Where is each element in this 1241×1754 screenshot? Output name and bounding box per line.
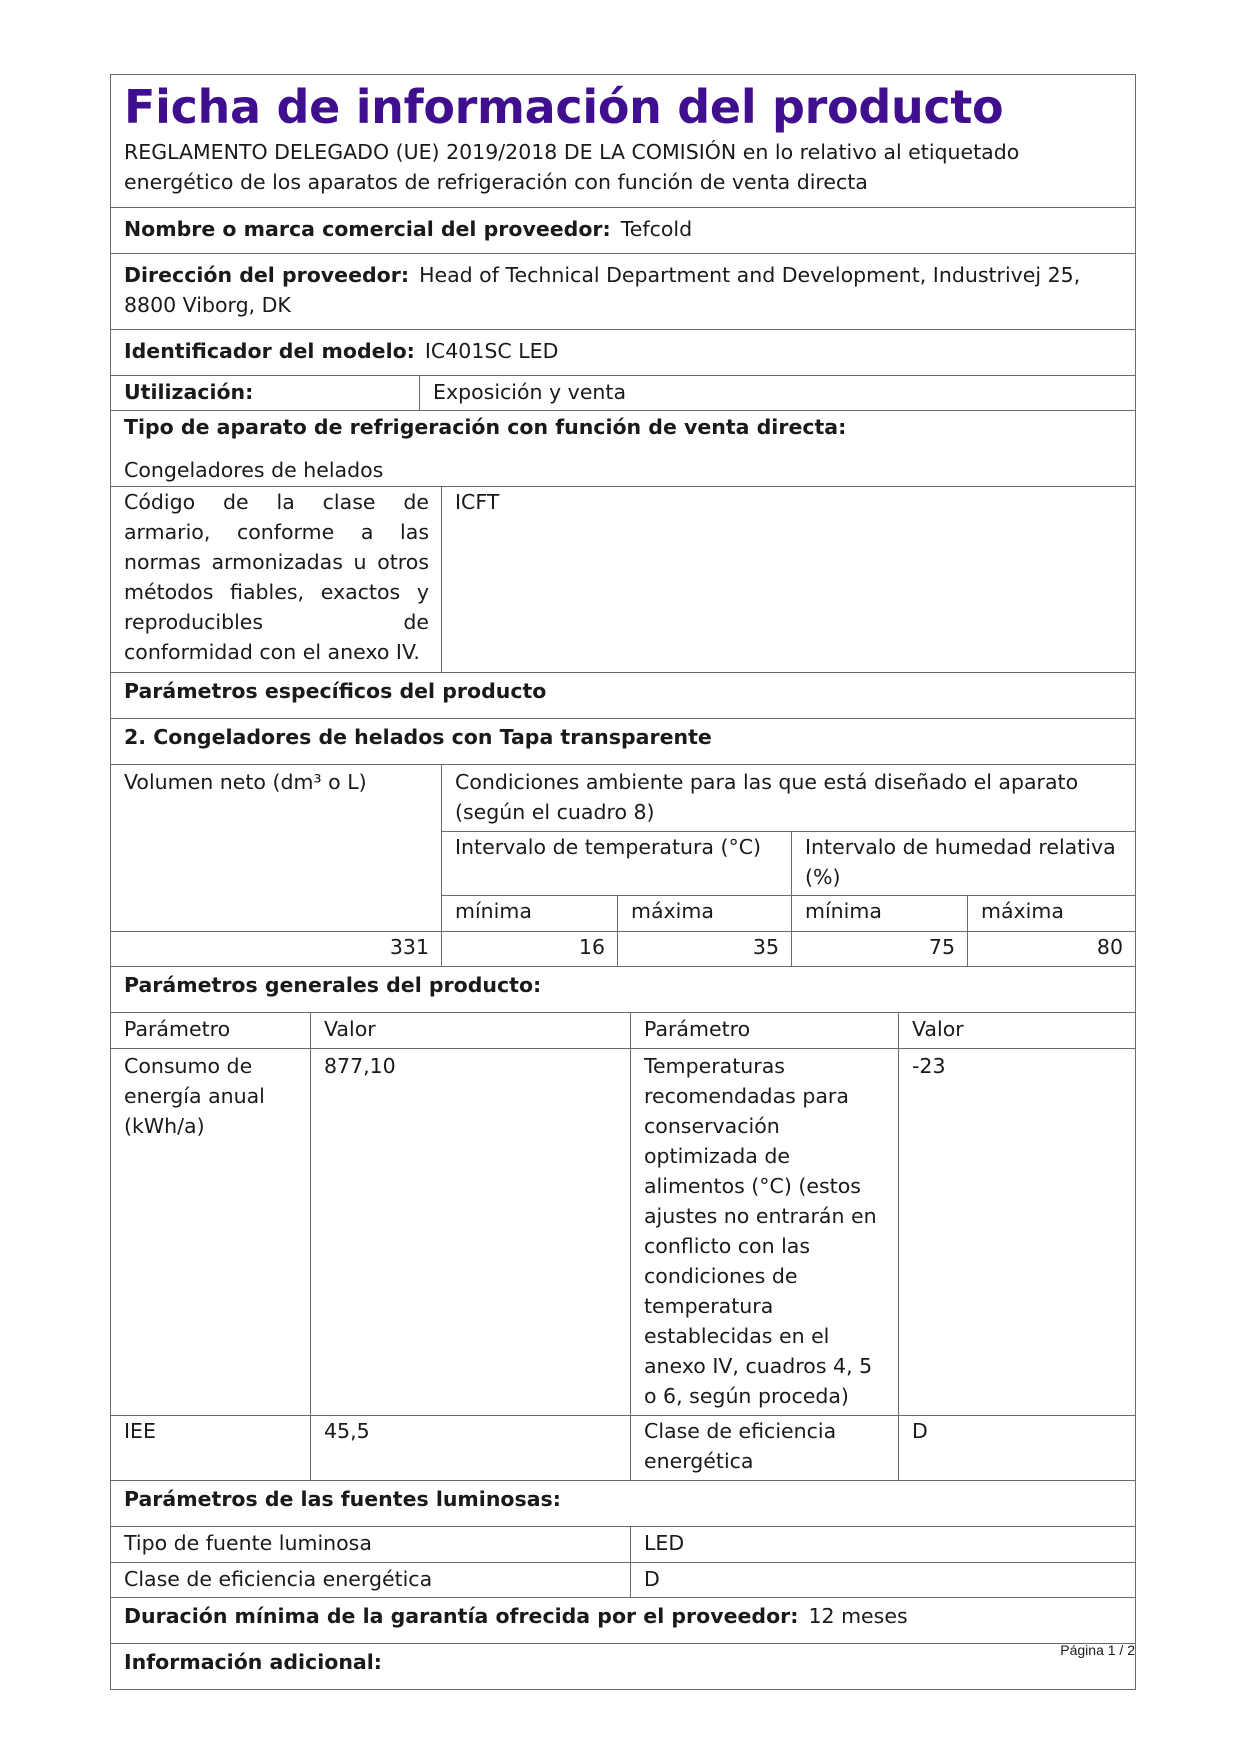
temp-max-label: máxima xyxy=(617,895,791,931)
warranty-label: Duración mínima de la garantía ofrecida por el proveedor: xyxy=(124,1604,799,1628)
specific-params-category: 2. Congeladores de helados con Tapa transparente xyxy=(111,718,1135,764)
light-type-label: Tipo de fuente luminosa xyxy=(124,1531,372,1555)
page-title: Ficha de información del producto xyxy=(124,80,1004,134)
cabinet-class-label: Código de la clase de armario, conforme a las normas armonizadas u otros métodos fiables, exactos y reproducibles de conformidad con el anexo IV. xyxy=(124,490,429,664)
general-params-table xyxy=(111,1012,1135,1480)
specific-params-heading: Parámetros específicos del producto xyxy=(111,672,1135,718)
general-params-heading: Parámetros generales del producto: xyxy=(111,966,1135,1012)
supplier-name-label: Nombre o marca comercial del proveedor: xyxy=(124,217,611,241)
model-value: IC401SC LED xyxy=(424,339,559,363)
table-cell-value1: 877,10 xyxy=(310,1048,630,1415)
ambient-label: Condiciones ambiente para las que está diseñado el aparato (según el cuadro 8) xyxy=(441,765,1135,831)
supplier-address-value: Head of Technical Department and Development, Industrivej 25, 8800 Viborg, DK xyxy=(124,263,1081,317)
appliance-type-label: Tipo de aparato de refrigeración con función de venta directa: xyxy=(124,415,847,439)
title-block xyxy=(111,75,1135,207)
supplier-name-row xyxy=(111,207,1135,253)
light-source-heading: Parámetros de las fuentes luminosas: xyxy=(111,1480,1135,1526)
hum-min-value: 75 xyxy=(791,931,967,966)
usage-value: Exposición y venta xyxy=(419,376,1135,411)
temp-min-value: 16 xyxy=(441,931,617,966)
humidity-range-label: Intervalo de humedad relativa (%) xyxy=(791,831,1135,895)
volume-value: 331 xyxy=(111,931,441,966)
product-information-sheet xyxy=(110,74,1136,1690)
col-value-1: Valor xyxy=(310,1013,630,1048)
temp-min-label: mínima xyxy=(441,895,617,931)
col-param-1: Parámetro xyxy=(124,1017,231,1041)
regulation-subtitle: REGLAMENTO DELEGADO (UE) 2019/2018 DE LA COMISIÓN en lo relativo al etiquetado energético de los aparatos de refrigeración con función de venta directa xyxy=(124,140,1020,194)
volume-label: Volumen neto (dm³ o L) xyxy=(124,770,367,794)
hum-max-value: 80 xyxy=(967,931,1135,966)
table-cell-param1: Consumo de energía anual (kWh/a) xyxy=(111,1048,310,1355)
table-cell-value1: 45,5 xyxy=(310,1415,630,1480)
model-label: Identificador del modelo: xyxy=(124,339,415,363)
light-source-table xyxy=(111,1526,1135,1597)
table-cell-param2: Temperaturas recomendadas para conservación optimizada de alimentos (°C) (estos ajustes no entrarán en conflicto con las condiciones de temperatura establecidas en el anexo IV, cuadros 4, 5 o 6, según proceda) xyxy=(630,1048,898,1415)
table-cell-value2: -23 xyxy=(898,1048,1135,1415)
table-cell-value2: D xyxy=(898,1415,1135,1480)
usage-label: Utilización: xyxy=(124,380,254,404)
usage-row xyxy=(111,375,1135,410)
page-number: Página 1 / 2 xyxy=(1060,1642,1135,1658)
hum-max-label: máxima xyxy=(967,895,1135,931)
model-row xyxy=(111,329,1135,375)
light-class-value: D xyxy=(630,1562,1135,1597)
warranty-row xyxy=(111,1597,1135,1643)
light-type-value: LED xyxy=(630,1527,1135,1562)
hum-min-label: mínima xyxy=(791,895,967,931)
table-cell-param2: Clase de eficiencia energética xyxy=(630,1415,898,1480)
cabinet-class-row xyxy=(111,486,1135,672)
temp-max-value: 35 xyxy=(617,931,791,966)
appliance-type-value: Congeladores de helados xyxy=(124,458,384,482)
col-param-2: Parámetro xyxy=(630,1013,898,1048)
additional-info-label: Información adicional: xyxy=(111,1643,1135,1689)
light-class-label: Clase de eficiencia energética xyxy=(111,1562,630,1597)
appliance-type-row xyxy=(111,410,1135,486)
supplier-address-label: Dirección del proveedor: xyxy=(124,263,410,287)
cabinet-class-value: ICFT xyxy=(441,487,1135,672)
col-value-2: Valor xyxy=(898,1013,1135,1048)
ambient-conditions-table xyxy=(111,764,1135,966)
supplier-address-row xyxy=(111,253,1135,329)
table-cell-param1: IEE xyxy=(111,1415,310,1480)
supplier-name-value: Tefcold xyxy=(620,217,693,241)
temp-range-label: Intervalo de temperatura (°C) xyxy=(441,831,791,895)
warranty-value: 12 meses xyxy=(808,1604,908,1628)
